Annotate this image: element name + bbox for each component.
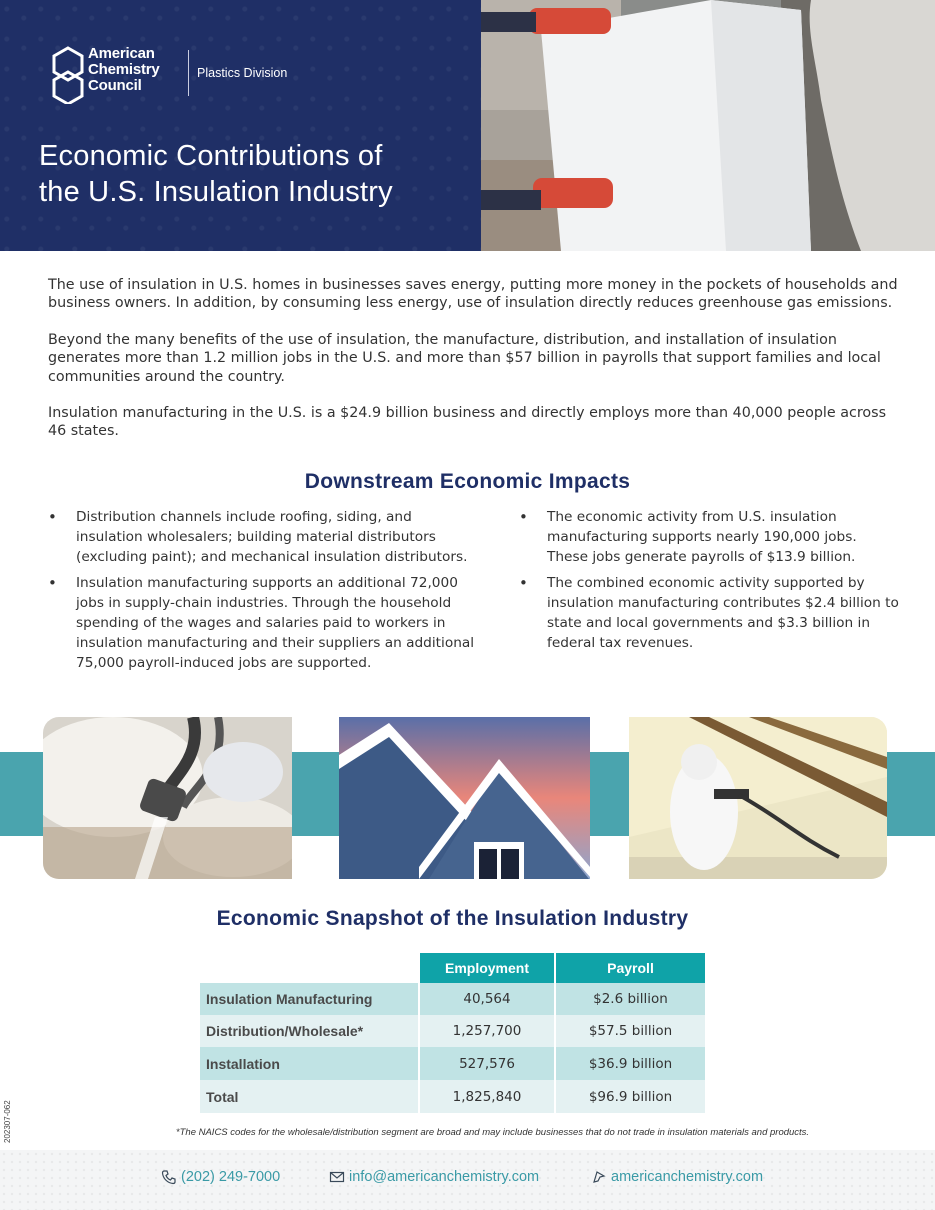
contact-phone[interactable] [161, 1169, 280, 1185]
employment-cell: 1,257,700 [420, 1015, 554, 1047]
table-footnote: *The NAICS codes for the wholesale/distribution segment are broad and may include businesses that do not trade in insulation materials and products. [175, 1127, 810, 1138]
employment-cell: 1,825,840 [420, 1080, 554, 1113]
document-code: 202307-062 [3, 1100, 12, 1143]
globe-cursor-icon [591, 1169, 607, 1185]
list-item: • Distribution channels include roofing, siding, and insulation wholesalers; building material distributors (excluding paint); and mechanical insulation distributors. [48, 508, 478, 567]
employment-cell: 40,564 [420, 983, 554, 1015]
payroll-cell: $96.9 billion [556, 1080, 705, 1113]
downstream-title: Downstream Economic Impacts [304, 470, 631, 493]
payroll-cell: $57.5 billion [556, 1015, 705, 1047]
payroll-cell: $36.9 billion [556, 1047, 705, 1080]
list-item: • The combined economic activity supported by insulation manufacturing contributes $2.4 billion to state and local governments and $3.3 billion in federal tax revenues. [519, 574, 899, 653]
list-item: • Insulation manufacturing supports an additional 72,000 jobs in supply-chain industries. Through the household spending of the wages and salaries paid to workers in insulation manufacturing and their suppliers an additional 75,000 payroll-induced jobs are supported. [48, 574, 478, 673]
intro-paragraph: Insulation manufacturing in the U.S. is a $24.9 billion business and directly employs more than 40,000 people across 46 states. [48, 405, 887, 440]
intro-paragraph: Beyond the many benefits of the use of insulation, the manufacture, distribution, and installation of insulation generates more than 1.2 million jobs in the U.S. and more than $57 billion in payrolls that support families and local communities around the country. [48, 331, 881, 385]
mail-icon [329, 1169, 345, 1185]
snapshot-title: Economic Snapshot of the Insulation Industry [216, 907, 689, 930]
column-header-employment: Employment [420, 953, 554, 983]
acc-logo[interactable] [52, 40, 312, 106]
intro-text [48, 276, 904, 459]
photo-attic-spray-insulation [629, 717, 887, 879]
header-banner [0, 0, 481, 251]
contact-email[interactable] [329, 1169, 539, 1185]
phone-number[interactable]: (202) 249-7000 [181, 1169, 281, 1185]
row-label: Total [200, 1080, 418, 1113]
payroll-cell: $2.6 billion [556, 983, 705, 1015]
column-header-payroll: Payroll [556, 953, 705, 983]
email-link[interactable]: info@americanchemistry.com [349, 1169, 540, 1185]
list-item: • The economic activity from U.S. insulation manufacturing supports nearly 190,000 jobs. These jobs generate payrolls of $13.9 billion. [519, 508, 899, 567]
phone-icon [161, 1169, 177, 1185]
logo-wordmark: American Chemistry Council [88, 45, 160, 94]
header-photo-insulation-board [481, 0, 935, 251]
table-row [200, 983, 705, 1015]
employment-cell: 527,576 [420, 1047, 554, 1080]
row-label: Distribution/Wholesale* [200, 1015, 418, 1047]
table-row [200, 1047, 705, 1080]
contact-website[interactable] [591, 1169, 763, 1185]
downstream-list-right [519, 508, 899, 661]
downstream-list-left [48, 508, 478, 680]
photo-house-gable [339, 717, 590, 879]
table-row [200, 1015, 705, 1047]
page-title: Economic Contributions of the U.S. Insulation Industry [39, 140, 393, 208]
table-corner [200, 953, 418, 983]
row-label: Installation [200, 1047, 418, 1080]
table-row [200, 1080, 705, 1113]
intro-paragraph: The use of insulation in U.S. homes in businesses saves energy, putting more money in the pockets of households and business owners. In addition, by consuming less energy, use of insulation directly reduces greenhouse gas emissions. [48, 277, 898, 312]
header [0, 0, 935, 251]
photo-spray-foam-nozzle [43, 717, 292, 879]
division-label: Plastics Division [197, 66, 288, 80]
website-link[interactable]: americanchemistry.com [611, 1169, 764, 1185]
logo-divider [188, 50, 189, 96]
snapshot-table [198, 953, 707, 1113]
row-label: Insulation Manufacturing [200, 983, 418, 1015]
